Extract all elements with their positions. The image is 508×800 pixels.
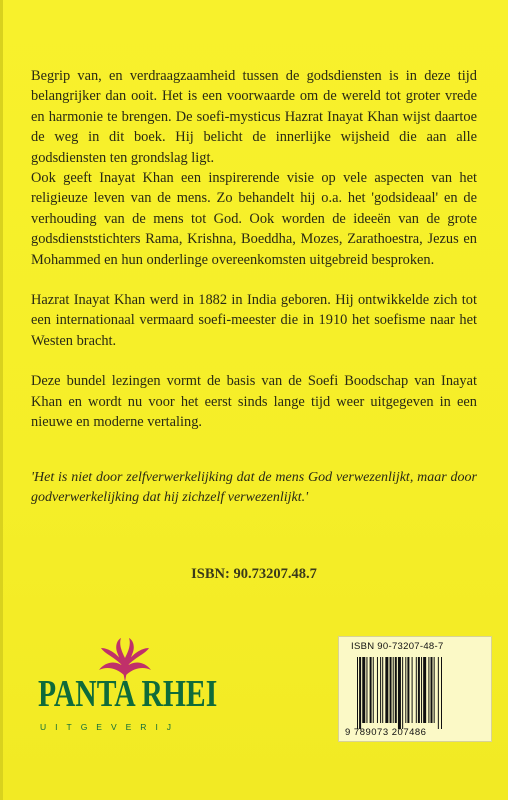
isbn-line: ISBN: 90.73207.48.7 — [191, 566, 317, 582]
barcode-bar — [370, 657, 372, 723]
barcode-number: 9 789073 207486 — [345, 727, 427, 738]
blurb-paragraph-1: Begrip van, en verdraagzaamheid tussen de godsdiensten is in deze tijd belangrijker dan ooit. Het is een voorwaarde om de wereld tot groter vrede en harmonie te brengen. De soefi-mysticus Hazrat Inayat Khan wijst daartoe de weg in dit boek. Hij belicht de innerlijke wijsheid die aan alle godsdiensten ten grondslag ligt. — [31, 68, 477, 166]
barcode-bar — [385, 657, 388, 723]
publisher-name: PANTA RHEI — [38, 673, 218, 715]
publisher-subtitle: UITGEVERIJ — [40, 722, 181, 732]
barcode-bar — [357, 657, 358, 729]
barcode-bar — [421, 657, 422, 723]
barcode-bar — [398, 657, 401, 729]
barcode-bar — [407, 657, 409, 723]
blurb-paragraph-2: Ook geeft Inayat Khan een inspirerende visie op vele aspecten van het religieuze leven van de mens. Zo behandelt hij o.a. het 'godsideaal' en de verhouding van de mens tot God. Ook worden de ideeën van de grote godsdienststichters Rama, Krishna, Boeddha, Mozes, Zarathoestra, Jezus en Mohammed en hun onderlinge overeenkomsten uitgebreid besproken. — [31, 170, 477, 268]
barcode-bar — [395, 657, 397, 723]
barcode-isbn: ISBN 90-73207-48-7 — [351, 641, 444, 652]
barcode-bar — [362, 657, 365, 723]
barcode-bar — [359, 657, 361, 729]
barcode-bar — [366, 657, 367, 723]
barcode-bar — [393, 657, 394, 723]
barcode-bar — [412, 657, 413, 723]
publisher-logo — [20, 636, 250, 746]
barcode-bar — [373, 657, 374, 723]
barcode-label — [338, 636, 492, 742]
barcode-bar — [380, 657, 381, 723]
barcode-bar — [441, 657, 442, 729]
blurb-paragraph-3: Hazrat Inayat Khan werd in 1882 in India geboren. Hij ontwikkelde zich tot een internationaal vermaard soefi-meester die in 1910 het soefisme naar het Westen bracht. — [31, 292, 477, 349]
barcode-bar — [405, 657, 406, 723]
barcode-bar — [434, 657, 435, 723]
blurb-paragraph-4: Deze bundel lezingen vormt de basis van de Soefi Boodschap van Inayat Khan en wordt nu voor het eerst sinds lange tijd weer uitgegeven in een nieuwe en moderne vertaling. — [31, 373, 477, 431]
barcode-bar — [390, 657, 392, 723]
spine-edge — [0, 0, 3, 800]
blurb — [31, 66, 477, 433]
barcode-bars — [357, 657, 481, 729]
barcode-bar — [418, 657, 420, 723]
quote: 'Het is niet door zelfverwerkelijking dat de mens God verwezenlijkt, maar door godverwerkelijking dat hij zichzelf verwezenlijkt.' — [31, 470, 477, 505]
barcode-bar — [382, 657, 383, 723]
barcode-bar — [377, 657, 378, 723]
barcode-bar — [423, 657, 426, 723]
barcode-bar — [438, 657, 439, 729]
barcode-bar — [402, 657, 403, 729]
barcode-bar — [428, 657, 429, 723]
barcode-bar — [416, 657, 417, 723]
barcode-bar — [431, 657, 433, 723]
